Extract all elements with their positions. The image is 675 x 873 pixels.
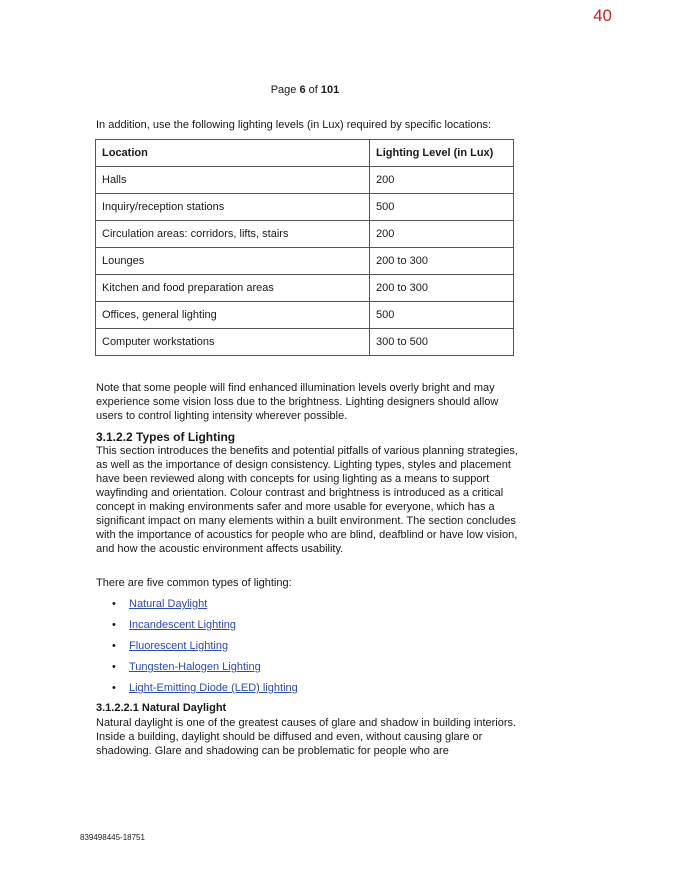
- table-row: [96, 275, 514, 302]
- cell-level: 200 to 300: [370, 248, 514, 275]
- cell-location: Computer workstations: [96, 329, 370, 356]
- list-item: [96, 618, 298, 639]
- link-incandescent-lighting[interactable]: Incandescent Lighting: [129, 619, 237, 631]
- header-location: Location: [96, 140, 370, 167]
- bullet-icon: •: [112, 619, 116, 631]
- bullet-icon: •: [112, 598, 116, 610]
- list-item: [96, 597, 298, 618]
- cell-level: 200: [370, 167, 514, 194]
- cell-level: 300 to 500: [370, 329, 514, 356]
- list-item: [96, 639, 298, 660]
- document-id-footer: 839498445-18751: [80, 833, 145, 842]
- table-row: [96, 167, 514, 194]
- link-fluorescent-lighting[interactable]: Fluorescent Lighting: [129, 640, 229, 652]
- lighting-levels-table: [95, 139, 514, 356]
- page-corner-number: 40: [593, 6, 612, 25]
- cell-location: Halls: [96, 167, 370, 194]
- table-row: [96, 302, 514, 329]
- cell-level: 200 to 300: [370, 275, 514, 302]
- cell-location: Circulation areas: corridors, lifts, stairs: [96, 221, 370, 248]
- page-of: of: [308, 84, 318, 96]
- bullet-icon: •: [112, 640, 116, 652]
- header-lighting-level: Lighting Level (in Lux): [370, 140, 514, 167]
- list-item: [96, 660, 298, 681]
- table-row: [96, 221, 514, 248]
- link-tungsten-halogen-lighting[interactable]: Tungsten-Halogen Lighting: [129, 661, 261, 673]
- cell-location: Lounges: [96, 248, 370, 275]
- cell-level: 200: [370, 221, 514, 248]
- cell-level: 500: [370, 302, 514, 329]
- table-header-row: [96, 140, 514, 167]
- subsection-body: Natural daylight is one of the greatest causes of glare and shadow in building interiors. Inside a building, daylight should be diffused and even, without causing glare or shadowing. Glare and shadowing can be problematic for people who are: [96, 717, 517, 757]
- page-prefix: Page: [270, 84, 297, 96]
- brightness-note: Note that some people will find enhanced illumination levels overly bright and may experience some vision loss due to the brightness. Lighting designers should allow users to control lighting intensity wherever possible.: [96, 382, 499, 422]
- section-body: This section introduces the benefits and potential pitfalls of various planning strategies, as well as the importance of design consistency. Lighting types, styles and placement have been reviewed along with concepts for using lighting as a means to support wayfinding and orientation. Colour contrast and brightness is introduced as a critical concept in making environments safer and more usable for everyone, which has a significant impact on many elements within a built environment. The section concludes with the importance of acoustics for people who are blind, deafblind or have low vision, and how the acoustic environment affects usability.: [96, 445, 518, 555]
- page-current: 6: [299, 84, 306, 96]
- intro-paragraph: In addition, use the following lighting levels (in Lux) required by specific locations:: [96, 119, 491, 131]
- cell-location: Inquiry/reception stations: [96, 194, 370, 221]
- bullet-icon: •: [112, 661, 116, 673]
- table-row: [96, 248, 514, 275]
- table-row: [96, 194, 514, 221]
- link-natural-daylight[interactable]: Natural Daylight: [129, 598, 208, 610]
- table-row: [96, 329, 514, 356]
- page-indicator: [0, 84, 610, 96]
- cell-location: Kitchen and food preparation areas: [96, 275, 370, 302]
- list-item: [96, 681, 298, 702]
- page-total: 101: [320, 84, 340, 96]
- list-intro: There are five common types of lighting:: [96, 577, 292, 589]
- lighting-types-list: [96, 597, 298, 702]
- cell-level: 500: [370, 194, 514, 221]
- bullet-icon: •: [112, 682, 116, 694]
- section-heading: 3.1.2.2 Types of Lighting: [96, 430, 236, 444]
- cell-location: Offices, general lighting: [96, 302, 370, 329]
- subsection-heading: 3.1.2.2.1 Natural Daylight: [96, 702, 227, 714]
- link-led-lighting[interactable]: Light-Emitting Diode (LED) lighting: [129, 682, 298, 694]
